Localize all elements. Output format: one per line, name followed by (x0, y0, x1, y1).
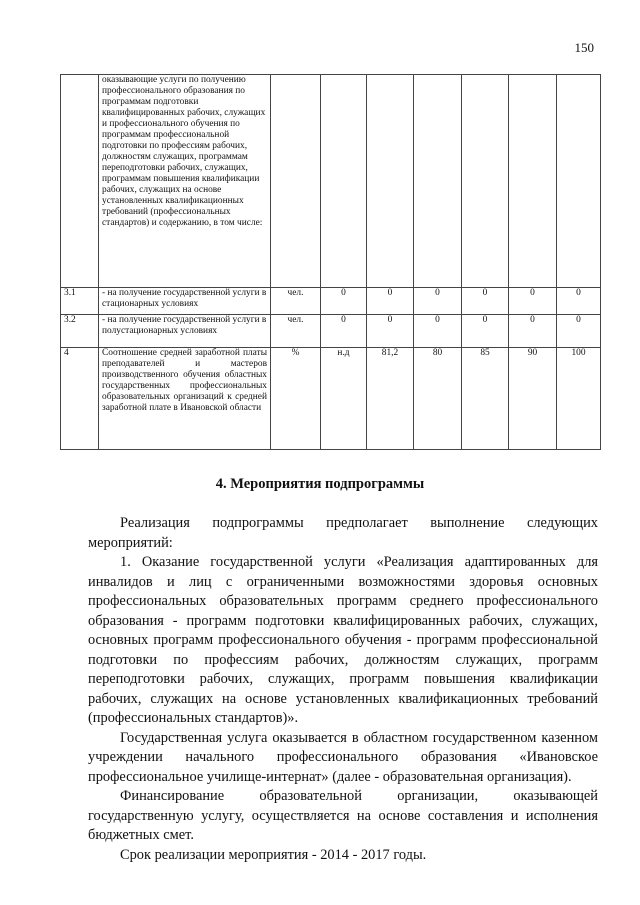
row-number: 4 (61, 348, 99, 450)
value-cell: 90 (509, 348, 557, 450)
row-unit: чел. (271, 315, 321, 348)
value-cell: 81,2 (367, 348, 414, 450)
value-cell (509, 75, 557, 288)
paragraph-measure: 1. Оказание государственной услуги «Реализация адаптированных для инвалидов и лиц с ограниченными возможностями здоровья основных профессиональных образовательных программ среднего профессионального образования - программ подготовки квалифицированных рабочих, служащих, основных программ профессионального обучения - программ профессиональной подготовки по профессиям рабочих, должностям служащих, программ переподготовки рабочих, служащих, программ повышения квалификации рабочих, служащих на основе установленных квалификационных требований (профессиональных стандартов)». (88, 554, 598, 726)
row-description: - на получение государственной услуги в стационарных условиях (99, 288, 271, 315)
value-cell: 0 (462, 315, 509, 348)
value-cell: 100 (557, 348, 601, 450)
page-number: 150 (574, 40, 594, 55)
table-row (61, 348, 601, 450)
section-title: 4. Мероприятия подпрограммы (215, 476, 425, 492)
value-cell: 0 (509, 315, 557, 348)
paragraph-term: Срок реализации мероприятия - 2014 - 2017 годы. (120, 846, 427, 863)
paragraph-financing: Финансирование образовательной организации, оказывающей государственную услугу, осуществляется на основе составления и исполнения бюджетных смет. (88, 788, 598, 843)
value-cell: 80 (414, 348, 462, 450)
paragraph-provider: Государственная услуга оказывается в областном государственном казенном учреждении начального профессионального образования «Ивановское профессиональное училище-интернат» (далее - образовательная организация). (88, 729, 598, 785)
value-cell: 0 (462, 288, 509, 315)
value-cell: 0 (367, 315, 414, 348)
value-cell (367, 75, 414, 288)
value-cell (462, 75, 509, 288)
row-number (61, 75, 99, 288)
row-description: оказывающие услуги по получению профессионального образования по программам подготовки квалифицированных рабочих, служащих и профессионального обучения по программам профессиональной подготовки по профессиям рабочих, должностям служащих, программам переподготовки рабочих, служащих, программам повышения квалификации рабочих, служащих на основе установленных квалификационных требований (профессиональных стандартов) и содержанию, в том числе: (99, 75, 271, 288)
value-cell: 0 (509, 288, 557, 315)
row-unit: % (271, 348, 321, 450)
value-cell (557, 75, 601, 288)
row-unit (271, 75, 321, 288)
value-cell (414, 75, 462, 288)
value-cell: 0 (367, 288, 414, 315)
table-row (61, 288, 601, 315)
table-row (61, 315, 601, 348)
row-description: Соотношение средней заработной платы преподавателей и мастеров производственного обучения областных государственных профессиональных образовательных организаций к средней заработной плате в Ивановской области (99, 348, 271, 450)
row-unit: чел. (271, 288, 321, 315)
indicators-table (60, 74, 601, 450)
row-number: 3.2 (61, 315, 99, 348)
value-cell (321, 75, 367, 288)
section-body (88, 514, 598, 865)
row-description: - на получение государственной услуги в полустационарных условиях (99, 315, 271, 348)
value-cell: 0 (557, 315, 601, 348)
row-number: 3.1 (61, 288, 99, 315)
value-cell: н.д (321, 348, 367, 450)
value-cell: 0 (321, 315, 367, 348)
value-cell: 0 (557, 288, 601, 315)
paragraph-intro: Реализация подпрограммы предполагает выполнение следующих мероприятий: (88, 515, 598, 551)
value-cell: 0 (321, 288, 367, 315)
value-cell: 0 (414, 315, 462, 348)
value-cell: 85 (462, 348, 509, 450)
table-row (61, 75, 601, 288)
value-cell: 0 (414, 288, 462, 315)
